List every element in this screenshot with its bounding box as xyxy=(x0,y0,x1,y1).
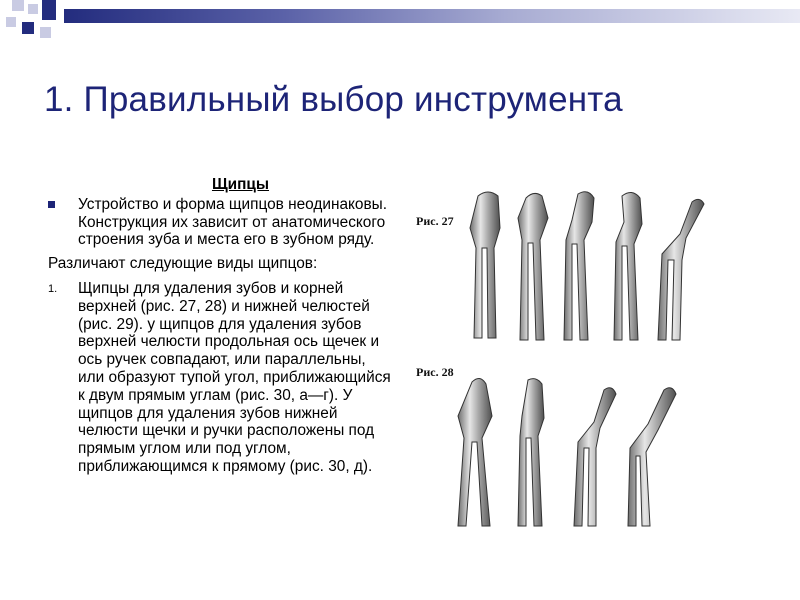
forceps-icon xyxy=(564,192,594,340)
forceps-figure-28 xyxy=(450,376,690,536)
numbered-item-text: Щипцы для удаления зубов и корней верхней (рис. 27, 28) и нижней челюстей (рис. 29). у щипцов для удаления зубов верхней челюсти продольная ось щечек и ось ручек совпадают, или параллельны, или образуют тупой угол, приближающийся к двум прямым углам (рис. 30, а—г). У щипцов для удаления зубов нижней челюсти щечки и ручки расположены под прямым углом или под углом, приближающимся к прямому (рис. 30, д). xyxy=(78,279,391,475)
forceps-icon xyxy=(628,388,676,526)
square-bullet-icon xyxy=(48,201,55,208)
figure-28-label: Рис. 28 xyxy=(416,365,454,379)
forceps-icon xyxy=(614,192,642,340)
forceps-icon xyxy=(518,193,548,340)
decor-square xyxy=(6,17,16,27)
bullet-item xyxy=(48,196,393,249)
slide-body xyxy=(48,176,393,476)
decor-square xyxy=(12,0,24,11)
numbered-item xyxy=(48,280,393,476)
decor-square xyxy=(40,27,51,38)
forceps-icon xyxy=(458,378,492,526)
forceps-figure-27 xyxy=(460,188,720,348)
subheading: Щипцы xyxy=(211,176,270,193)
list-number: 1. xyxy=(48,282,58,295)
forceps-icon xyxy=(518,379,544,526)
slide-title: 1. Правильный выбор инструмента xyxy=(44,80,623,119)
forceps-icon xyxy=(470,192,500,338)
header-decoration xyxy=(0,0,800,50)
forceps-icon xyxy=(658,199,704,340)
decor-square xyxy=(22,22,34,34)
figure-27-label: Рис. 27 xyxy=(416,214,454,228)
decor-gradient-bar xyxy=(64,9,800,23)
types-intro: Различают следующие виды щипцов: xyxy=(48,255,318,273)
decor-square xyxy=(42,0,56,20)
forceps-icon xyxy=(574,388,616,526)
decor-square xyxy=(28,4,38,14)
bullet-text: Устройство и форма щипцов неодинаковы. Конструкция их зависит от анатомического строения зуба и места его в зубном ряду. xyxy=(78,195,388,249)
